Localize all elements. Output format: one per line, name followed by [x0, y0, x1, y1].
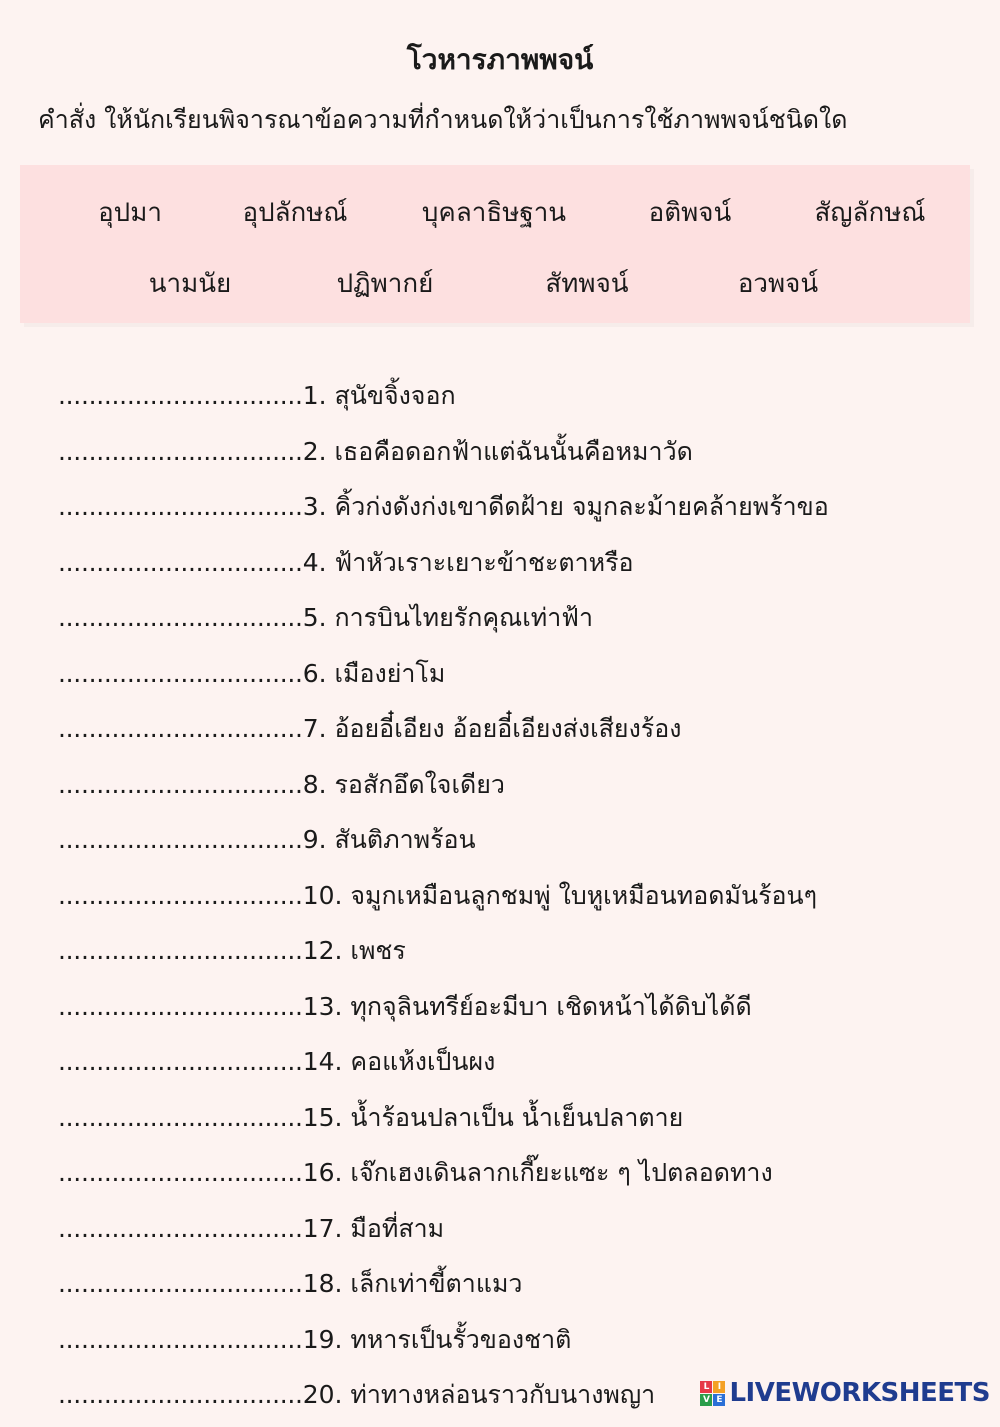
worksheet-title: โวหารภาพพจน์ — [406, 43, 594, 76]
answer-blank[interactable]: ................................ — [58, 991, 303, 1021]
instruction-text: คำสั่ง ให้นักเรียนพิจารณาข้อความที่กำหนดให้ว่าเป็นการใช้ภาพพจน์ชนิดใด — [38, 105, 848, 134]
answer-blank[interactable]: ................................ — [58, 769, 303, 799]
word-bank-item: อติพจน์ — [648, 198, 732, 228]
question-item — [58, 872, 829, 928]
word-bank-item: สัญลักษณ์ — [814, 198, 926, 228]
question-item — [58, 1316, 829, 1372]
answer-blank[interactable]: ................................ — [58, 1102, 303, 1132]
answer-blank[interactable]: ................................ — [58, 880, 303, 910]
question-item — [58, 761, 829, 817]
answer-blank[interactable]: ................................ — [58, 1213, 303, 1243]
question-list — [58, 372, 829, 1427]
question-text: 17. มือที่สาม — [302, 1213, 445, 1243]
word-bank — [20, 165, 970, 323]
logo-icon — [700, 1381, 725, 1406]
answer-blank[interactable]: ................................ — [58, 1047, 303, 1076]
question-text: 6. เมืองย่าโม — [302, 658, 446, 688]
question-text: 14. คอแห้งเป็นผง — [302, 1047, 496, 1076]
question-text: 19. ทหารเป็นรั้วของชาติ — [302, 1324, 572, 1354]
answer-blank[interactable]: ................................ — [58, 1324, 303, 1354]
question-item — [58, 539, 829, 595]
answer-blank[interactable]: ................................ — [58, 1380, 303, 1409]
logo-letter: L — [700, 1381, 712, 1393]
answer-blank[interactable]: ................................ — [58, 714, 303, 743]
question-item — [58, 650, 829, 706]
question-text: 9. สันติภาพร้อน — [302, 825, 476, 854]
question-text: 8. รอสักอึดใจเดียว — [302, 769, 505, 799]
question-item — [58, 1260, 829, 1316]
answer-blank[interactable]: ................................ — [58, 825, 303, 854]
answer-blank[interactable]: ................................ — [58, 936, 303, 965]
question-item — [58, 816, 829, 872]
question-item — [58, 1205, 829, 1261]
answer-blank[interactable]: ................................ — [58, 436, 303, 466]
question-text: 18. เล็กเท่าขี้ตาแมว — [302, 1269, 523, 1298]
word-bank-item: บุคลาธิษฐาน — [421, 198, 567, 228]
question-text: 16. เจ๊กเฮงเดินลากเกี๊ยะแซะ ๆ ไปตลอดทาง — [302, 1158, 773, 1187]
question-text: 4. ฟ้าหัวเราะเยาะข้าชะตาหรือ — [302, 547, 634, 577]
question-text: 20. ท่าทางหล่อนราวกับนางพญา — [302, 1380, 656, 1409]
question-text: 3. คิ้วก่งดังก่งเขาดีดฝ้าย จมูกละม้ายคล้ายพร้าขอ — [302, 492, 829, 521]
word-bank-item: อุปมา — [98, 198, 162, 228]
word-bank-item: สัทพจน์ — [545, 269, 629, 299]
answer-blank[interactable]: ................................ — [58, 603, 303, 632]
question-text: 2. เธอคือดอกฟ้าแต่ฉันนั้นคือหมาวัด — [302, 436, 693, 466]
word-bank-item: ปฏิพากย์ — [336, 269, 434, 299]
question-item — [58, 372, 829, 428]
word-bank-item: อุปลักษณ์ — [242, 198, 348, 228]
logo-text: LIVEWORKSHEETS — [729, 1378, 990, 1408]
answer-blank[interactable]: ................................ — [58, 1158, 303, 1187]
question-item — [58, 705, 829, 761]
question-item — [58, 428, 829, 484]
question-item — [58, 1149, 829, 1205]
question-text: 13. ทุกจุลินทรีย์อะมีบา เชิดหน้าได้ดิบได้ดี — [302, 991, 752, 1021]
word-bank-item: นามนัย — [148, 269, 232, 299]
question-item — [58, 594, 829, 650]
question-text: 7. อ้อยอี๋เอียง อ้อยอี๋เอียงส่งเสียงร้อง — [302, 714, 682, 743]
logo-letter: E — [713, 1394, 725, 1406]
question-text: 5. การบินไทยรักคุณเท่าฟ้า — [302, 603, 594, 632]
liveworksheets-logo[interactable] — [700, 1378, 990, 1408]
answer-blank[interactable]: ................................ — [58, 658, 303, 688]
answer-blank[interactable]: ................................ — [58, 1269, 303, 1298]
answer-blank[interactable]: ................................ — [58, 547, 303, 577]
question-item — [58, 1094, 829, 1150]
question-text: 1. สุนัขจิ้งจอก — [302, 381, 456, 410]
question-item — [58, 1038, 829, 1094]
question-text: 12. เพชร — [302, 936, 406, 965]
answer-blank[interactable]: ................................ — [58, 381, 303, 410]
question-text: 15. น้ำร้อนปลาเป็น น้ำเย็นปลาตาย — [302, 1102, 684, 1132]
question-text: 10. จมูกเหมือนลูกชมพู่ ใบหูเหมือนทอดมันร้อนๆ — [302, 880, 818, 910]
logo-letter: I — [713, 1381, 725, 1393]
logo-letter: V — [700, 1394, 712, 1406]
word-bank-item: อวพจน์ — [737, 269, 819, 299]
answer-blank[interactable]: ................................ — [58, 492, 303, 521]
question-item — [58, 483, 829, 539]
question-item — [58, 983, 829, 1039]
question-item — [58, 927, 829, 983]
